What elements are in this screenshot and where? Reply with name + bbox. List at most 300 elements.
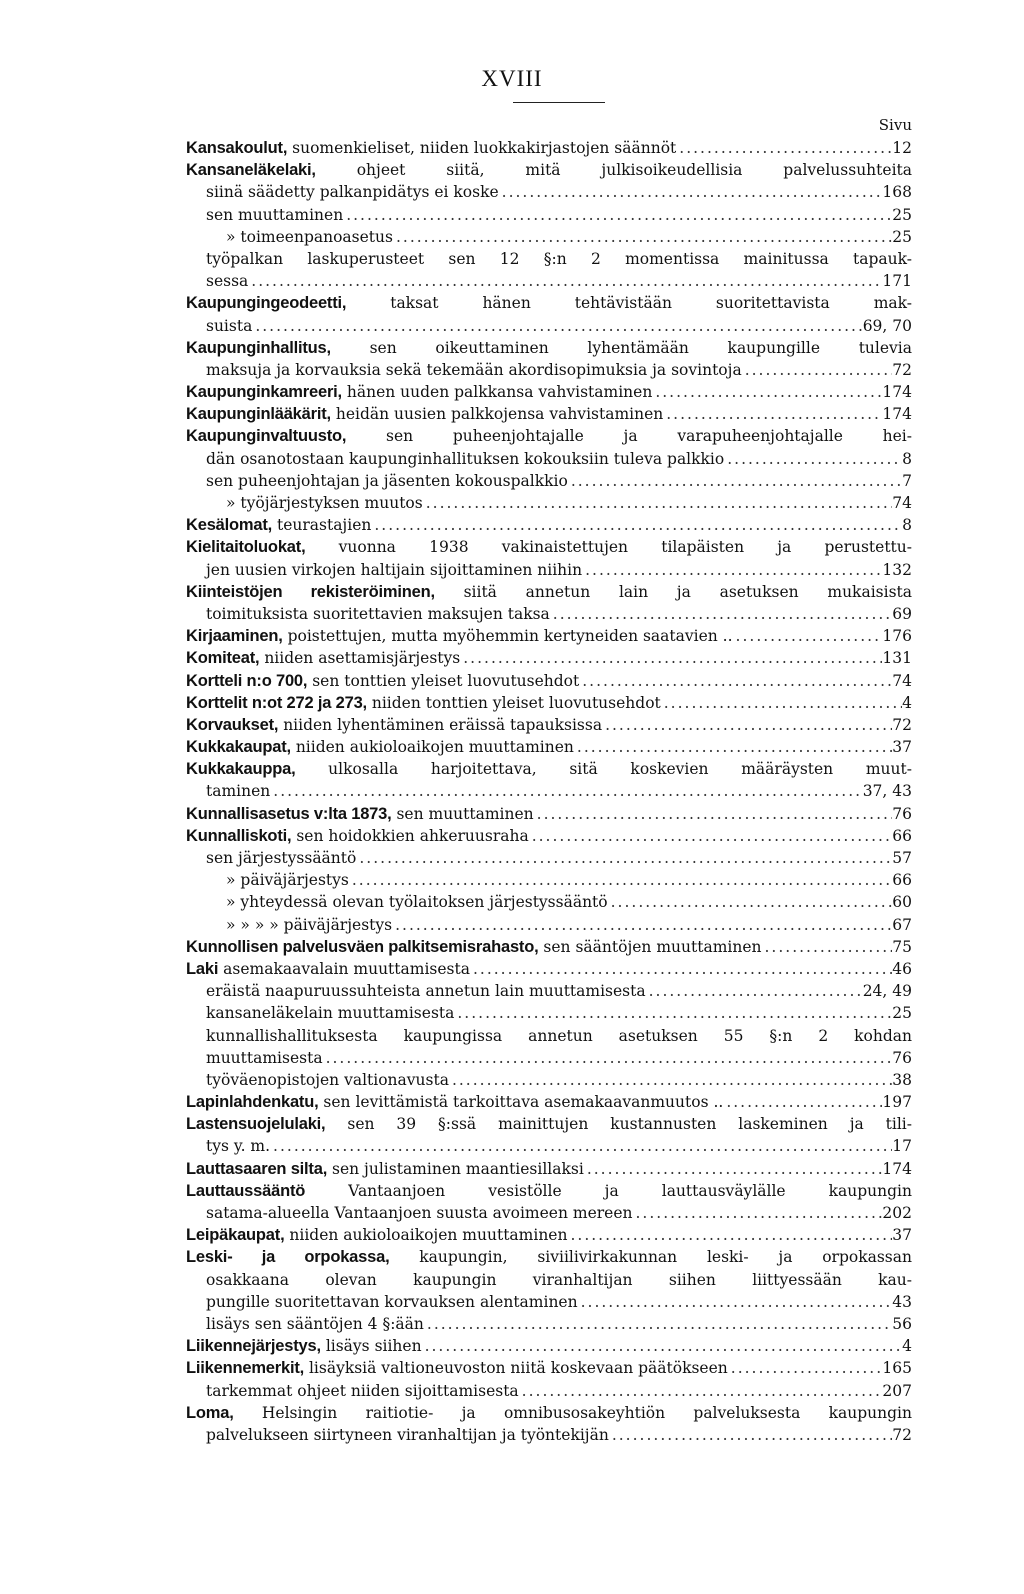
entry-description: Helsingin raitiotie- ja omnibusosakeyhtiön palveluksesta kaupungin xyxy=(233,1403,912,1422)
index-row xyxy=(186,337,912,359)
page-reference: 37 xyxy=(892,1226,912,1245)
entry-description: työpalkan laskuperusteet sen 12 §:n 2 momentissa mainitussa tapauk- xyxy=(206,249,912,268)
page-reference: 131 xyxy=(882,649,912,668)
entry-text xyxy=(206,603,550,625)
page-reference: 72 xyxy=(892,360,912,379)
entry-text xyxy=(186,714,602,736)
entry-text xyxy=(206,847,356,869)
index-row xyxy=(186,891,912,913)
entry-text xyxy=(186,760,912,778)
page-reference: 207 xyxy=(882,1381,912,1400)
page-reference: 24, 49 xyxy=(862,982,912,1001)
entry-text xyxy=(206,359,742,381)
entry-description: taksat hänen tehtävistään suoritettavista mak- xyxy=(346,294,912,313)
index-row xyxy=(186,1246,912,1268)
entry-text xyxy=(186,670,579,692)
entry-text xyxy=(186,381,652,403)
entry-text xyxy=(186,1404,912,1422)
entry-headword: Liikennemerkit, xyxy=(186,1359,305,1378)
leader-dots xyxy=(602,714,892,736)
entry-text xyxy=(186,427,912,445)
entry-description: » työjärjestyksen muutos xyxy=(226,494,423,512)
entry-headword: Komiteat, xyxy=(186,649,260,668)
entry-description: sen puheenjohtajalle ja varapuheenjohtajalle hei- xyxy=(346,427,912,446)
entry-text xyxy=(206,1135,270,1157)
index-row xyxy=(186,869,912,891)
entry-text xyxy=(186,161,912,179)
entry-text xyxy=(206,1380,519,1402)
entry-description: ulkosalla harjoitettava, sitä koskevien määräysten muut- xyxy=(295,760,912,779)
entry-headword: Lauttaussääntö xyxy=(186,1181,306,1200)
index-row xyxy=(186,226,912,248)
entry-text xyxy=(186,692,661,714)
entry-text xyxy=(186,1115,912,1133)
page-reference: 37, 43 xyxy=(862,782,912,801)
index-row xyxy=(186,825,912,847)
leader-dots xyxy=(676,137,892,159)
index-row xyxy=(186,470,912,492)
leader-dots xyxy=(529,825,893,847)
entry-text xyxy=(186,958,470,980)
entry-text xyxy=(186,137,676,159)
entry-headword: Kunnallisasetus v:lta 1873, xyxy=(186,804,392,823)
index-row xyxy=(186,1313,912,1335)
leader-dots xyxy=(568,470,902,492)
page-reference: 66 xyxy=(892,871,912,890)
entry-text xyxy=(186,1248,912,1266)
page-column-label: Sivu xyxy=(878,116,912,134)
entry-description: asemakaavalain muuttamisesta xyxy=(218,959,470,978)
index-row xyxy=(186,670,912,692)
entry-text xyxy=(226,869,349,891)
leader-dots xyxy=(733,625,883,647)
leader-dots xyxy=(371,514,902,536)
entry-text xyxy=(206,270,248,292)
entry-description: sen 39 §:ssä mainittujen kustannusten laskeminen ja tili- xyxy=(325,1115,912,1134)
leader-dots xyxy=(608,891,893,913)
entry-text xyxy=(206,1069,449,1091)
index-row xyxy=(186,736,912,758)
entry-text xyxy=(206,1291,578,1313)
leader-dots xyxy=(762,936,893,958)
page-reference: 202 xyxy=(882,1204,912,1222)
index-row xyxy=(186,603,912,625)
entry-description: sen hoidokkien ahkeruusraha xyxy=(291,826,529,845)
entry-text xyxy=(186,936,762,958)
entry-text xyxy=(186,647,460,669)
index-row xyxy=(186,159,912,181)
entry-description: maksuja ja korvauksia sekä tekemään akordisopimuksia ja sovintoja xyxy=(206,360,742,379)
entry-headword: Kukkakaupat, xyxy=(186,738,291,757)
entry-text xyxy=(206,470,568,492)
index-row xyxy=(186,1291,912,1313)
page-reference: 76 xyxy=(892,1048,912,1067)
entry-text xyxy=(206,1202,632,1224)
index-row xyxy=(186,204,912,226)
entry-headword: Lauttasaaren silta, xyxy=(186,1159,328,1178)
index-row xyxy=(186,714,912,736)
page-reference: 165 xyxy=(882,1359,912,1378)
entry-headword: Leski- ja orpokassa, xyxy=(186,1248,390,1267)
entry-text xyxy=(186,1158,584,1180)
leader-dots xyxy=(422,1335,903,1357)
index-row xyxy=(186,1224,912,1246)
entry-headword: Kansaneläkelaki, xyxy=(186,161,316,180)
index-row xyxy=(186,958,912,980)
entry-description: teurastajien xyxy=(272,516,372,535)
entry-text xyxy=(226,914,392,936)
index-row xyxy=(186,847,912,869)
entry-description: niiden asettamisjärjestys xyxy=(259,649,461,668)
entry-description: osakkaana olevan kaupungin viranhaltijan siihen liittyessään kau- xyxy=(206,1270,912,1289)
index-row xyxy=(186,536,912,558)
entry-description: sen oikeuttaminen lyhentämään kaupungille tulevia xyxy=(330,338,912,357)
entry-description: kunnallishallituksesta kaupungissa annetun asetuksen 55 §:n 2 kohdan xyxy=(206,1026,912,1045)
entry-text xyxy=(186,825,529,847)
leader-dots xyxy=(499,181,883,203)
leader-dots xyxy=(663,403,882,425)
index-row xyxy=(186,1069,912,1091)
entry-headword: Kaupunginhallitus, xyxy=(186,338,331,357)
index-row xyxy=(186,1047,912,1069)
entry-description: sen muuttaminen xyxy=(391,804,534,823)
index-row xyxy=(186,692,912,714)
entry-description: tarkemmat ohjeet niiden sijoittamisesta xyxy=(206,1381,519,1400)
entry-headword: Korvaukset, xyxy=(186,715,279,734)
entry-text xyxy=(206,559,582,581)
page-reference: 38 xyxy=(892,1070,912,1089)
entry-text xyxy=(206,181,499,203)
entry-description: toimituksista suoritettavien maksujen taksa xyxy=(206,604,550,623)
page-reference: 171 xyxy=(882,272,912,291)
page-reference: 67 xyxy=(892,915,912,934)
entry-description: niiden aukioloaikojen muuttaminen xyxy=(284,1226,568,1245)
entry-headword: Loma, xyxy=(186,1403,234,1422)
leader-dots xyxy=(534,803,893,825)
entry-description: taminen xyxy=(206,782,271,801)
entry-text xyxy=(206,448,724,470)
entry-description: satama-alueella Vantaanjoen suusta avoimeen mereen xyxy=(206,1204,633,1222)
index-row xyxy=(186,403,912,425)
page-reference: 74 xyxy=(892,671,912,690)
index-row xyxy=(186,1158,912,1180)
entry-text xyxy=(206,1424,609,1446)
leader-dots xyxy=(424,1313,892,1335)
leader-dots xyxy=(646,980,863,1002)
entry-description: siitä annetun lain ja asetuksen mukaisista xyxy=(434,582,912,601)
index-entries xyxy=(186,137,912,1446)
entry-text xyxy=(206,1271,912,1289)
index-row xyxy=(186,514,912,536)
entry-description: siinä säädetty palkanpidätys ei koske xyxy=(206,183,499,202)
entry-description: kaupungin, siviilivirkakunnan leski- ja orpokassan xyxy=(389,1248,912,1267)
page-reference: 69, 70 xyxy=(862,316,912,335)
index-row xyxy=(186,448,912,470)
page-reference: 8 xyxy=(902,449,912,468)
entry-description: ohjeet siitä, mitä julkisoikeudellisia palvelussuhteita xyxy=(315,161,912,180)
entry-description: pungille suoritettavan korvauksen alentaminen xyxy=(206,1292,578,1311)
entry-text xyxy=(186,1091,723,1113)
index-row xyxy=(186,936,912,958)
page-numeral: XVIII xyxy=(481,66,543,91)
page-reference: 60 xyxy=(892,893,912,912)
entry-description: eräistä naapuruussuhteista annetun lain muuttamisesta xyxy=(206,982,646,1001)
entry-text xyxy=(206,1313,424,1335)
page-reference: 12 xyxy=(892,139,912,157)
entry-text xyxy=(186,514,371,536)
entry-text xyxy=(186,538,912,556)
leader-dots xyxy=(567,1224,892,1246)
entry-text xyxy=(226,226,393,248)
entry-headword: Kukkakauppa, xyxy=(186,760,296,779)
entry-description: » yhteydessä olevan työlaitoksen järjestyssääntö xyxy=(226,893,608,912)
page-reference: 37 xyxy=(892,738,912,757)
index-row xyxy=(186,803,912,825)
entry-headword: Kiinteistöjen rekisteröiminen, xyxy=(186,582,435,601)
entry-description: » » » » päiväjärjestys xyxy=(226,915,393,934)
entry-headword: Kaupungingeodeetti, xyxy=(186,294,347,313)
entry-description: palvelukseen siirtyneen viranhaltijan ja työntekijän xyxy=(206,1425,609,1444)
entry-text xyxy=(226,891,608,913)
entry-text xyxy=(206,780,270,802)
entry-headword: Kesälomat, xyxy=(186,516,273,535)
entry-headword: Kaupunginlääkärit, xyxy=(186,405,331,424)
page-reference: 132 xyxy=(882,560,912,579)
entry-description: lisäys sen sääntöjen 4 §:ään xyxy=(206,1314,424,1333)
entry-description: hänen uuden palkkansa vahvistaminen xyxy=(341,383,653,402)
leader-dots xyxy=(661,692,902,714)
leader-dots xyxy=(582,559,882,581)
index-row xyxy=(186,1424,912,1446)
leader-dots xyxy=(574,736,892,758)
entry-text xyxy=(206,1027,912,1045)
leader-dots xyxy=(454,1002,892,1024)
index-row xyxy=(186,780,912,802)
entry-headword: Leipäkaupat, xyxy=(186,1226,285,1245)
entry-description: työväenopistojen valtionavusta xyxy=(206,1070,449,1089)
index-row xyxy=(186,381,912,403)
index-row xyxy=(186,625,912,647)
index-row xyxy=(186,1091,912,1113)
entry-headword: Kielitaitoluokat, xyxy=(186,538,306,557)
leader-dots xyxy=(728,1357,883,1379)
entry-headword: Kaupunginkamreeri, xyxy=(186,383,342,402)
page-reference: 25 xyxy=(892,205,912,224)
entry-headword: Laki xyxy=(186,959,219,978)
page-reference: 43 xyxy=(892,1292,912,1311)
entry-description: suista xyxy=(206,316,253,335)
entry-description: sen julistaminen maantiesillaksi xyxy=(327,1159,584,1178)
leader-dots xyxy=(270,1135,892,1157)
entry-description: jen uusien virkojen haltijain sijoittaminen niihin xyxy=(206,560,583,579)
entry-text xyxy=(186,803,534,825)
index-row xyxy=(186,980,912,1002)
entry-description: sen tonttien yleiset luovutusehdot xyxy=(307,671,580,690)
index-row xyxy=(186,492,912,514)
entry-description: niiden aukioloaikojen muuttaminen xyxy=(290,738,574,757)
index-row xyxy=(186,1025,912,1047)
page-reference: 197 xyxy=(882,1093,912,1112)
header-rule xyxy=(513,102,605,103)
page-reference: 72 xyxy=(892,715,912,734)
entry-headword: Kunnalliskoti, xyxy=(186,826,292,845)
entry-description: dän osanotostaan kaupunginhallituksen kokouksiin tuleva palkkio xyxy=(206,449,725,468)
entry-text xyxy=(186,294,912,312)
index-row xyxy=(186,137,912,159)
leader-dots xyxy=(423,492,893,514)
leader-dots xyxy=(550,603,892,625)
entry-description: suomenkieliset, niiden luokkakirjastojen säännöt xyxy=(287,139,677,157)
page-reference: 75 xyxy=(892,937,912,956)
index-row xyxy=(186,1202,912,1224)
entry-description: sessa xyxy=(206,272,249,291)
index-row xyxy=(186,359,912,381)
entry-description: niiden lyhentäminen eräissä tapauksissa xyxy=(278,715,603,734)
entry-description: » toimeenpanoasetus xyxy=(226,227,393,246)
page-reference: 76 xyxy=(892,804,912,823)
entry-headword: Lapinlahdenkatu, xyxy=(186,1093,319,1112)
leader-dots xyxy=(460,647,882,669)
leader-dots xyxy=(270,780,862,802)
leader-dots xyxy=(652,381,882,403)
entry-text xyxy=(186,583,912,601)
entry-text xyxy=(186,1182,912,1200)
index-row xyxy=(186,1335,912,1357)
entry-description: sen sääntöjen muuttaminen xyxy=(538,937,762,956)
page-reference: 25 xyxy=(892,1004,912,1023)
entry-description: lisäys siihen xyxy=(320,1337,422,1356)
entry-headword: Kaupunginvaltuusto, xyxy=(186,427,347,446)
leader-dots xyxy=(248,270,882,292)
entry-text xyxy=(206,980,646,1002)
index-row xyxy=(186,1357,912,1379)
page-reference: 57 xyxy=(892,849,912,867)
leader-dots xyxy=(742,359,893,381)
page-reference: 176 xyxy=(882,627,912,646)
index-row xyxy=(186,1135,912,1157)
page-reference: 66 xyxy=(892,826,912,845)
entry-description: sen järjestyssääntö xyxy=(206,849,357,867)
index-row xyxy=(186,581,912,603)
entry-description: vuonna 1938 vakinaistettujen tilapäisten ja perustettu- xyxy=(305,538,912,557)
leader-dots xyxy=(393,226,892,248)
entry-description: » päiväjärjestys xyxy=(226,871,349,890)
index-row xyxy=(186,1002,912,1024)
index-row xyxy=(186,758,912,780)
entry-text xyxy=(186,1357,728,1379)
page-reference: 174 xyxy=(882,383,912,402)
entry-text xyxy=(186,403,663,425)
entry-description: muuttamisesta xyxy=(206,1048,323,1067)
page-reference: 17 xyxy=(892,1137,912,1156)
index-row xyxy=(186,270,912,292)
index-row xyxy=(186,1113,912,1135)
page-reference: 174 xyxy=(882,405,912,424)
page-reference: 46 xyxy=(892,959,912,978)
entry-text xyxy=(226,492,423,514)
entry-text xyxy=(186,1224,567,1246)
entry-headword: Kansakoulut, xyxy=(186,139,288,157)
page-reference: 25 xyxy=(892,227,912,246)
entry-headword: Kortteli n:o 700, xyxy=(186,671,308,690)
page-reference: 4 xyxy=(902,1337,912,1356)
leader-dots xyxy=(252,315,862,337)
page-reference: 74 xyxy=(892,494,912,512)
page-reference: 69 xyxy=(892,604,912,623)
entry-description: niiden tonttien yleiset luovutusehdot xyxy=(366,693,661,712)
entry-headword: Kirjaaminen, xyxy=(186,627,283,646)
entry-text xyxy=(186,625,733,647)
entry-text xyxy=(186,1335,422,1357)
page-reference: 174 xyxy=(882,1159,912,1178)
leader-dots xyxy=(578,1291,893,1313)
entry-text xyxy=(206,204,343,226)
page-reference: 8 xyxy=(902,516,912,535)
index-row xyxy=(186,181,912,203)
entry-text xyxy=(206,1047,323,1069)
index-row xyxy=(186,1402,912,1424)
page-reference: 72 xyxy=(892,1425,912,1444)
entry-text xyxy=(186,736,574,758)
index-row xyxy=(186,248,912,270)
entry-headword: Liikennejärjestys, xyxy=(186,1337,321,1356)
index-row xyxy=(186,647,912,669)
entry-description: kansaneläkelain muuttamisesta xyxy=(206,1004,455,1023)
page-reference: 168 xyxy=(882,183,912,202)
leader-dots xyxy=(724,448,902,470)
index-row xyxy=(186,914,912,936)
entry-headword: Korttelit n:ot 272 ja 273, xyxy=(186,693,367,712)
page-reference: 56 xyxy=(892,1314,912,1333)
leader-dots xyxy=(723,1091,882,1113)
leader-dots xyxy=(449,1069,892,1091)
entry-headword: Lastensuojelulaki, xyxy=(186,1115,326,1134)
leader-dots xyxy=(343,204,892,226)
page-reference: 7 xyxy=(902,471,912,490)
index-row xyxy=(186,559,912,581)
leader-dots xyxy=(584,1158,883,1180)
index-row xyxy=(186,1380,912,1402)
entry-text xyxy=(206,250,912,268)
index-row xyxy=(186,315,912,337)
entry-description: Vantaanjoen vesistölle ja lauttausväylälle kaupungin xyxy=(305,1181,912,1200)
entry-text xyxy=(206,1002,454,1024)
index-row xyxy=(186,1180,912,1202)
entry-description: lisäyksiä valtioneuvoston niitä koskevaan päätökseen xyxy=(304,1359,728,1378)
entry-description: tys y. m. xyxy=(206,1137,271,1156)
index-row xyxy=(186,292,912,314)
leader-dots xyxy=(349,869,892,891)
entry-description: sen muuttaminen xyxy=(206,205,344,224)
page-reference: 4 xyxy=(902,693,912,712)
entry-text xyxy=(206,315,252,337)
entry-headword: Kunnollisen palvelusväen palkitsemisrahasto, xyxy=(186,937,539,956)
entry-description: heidän uusien palkkojensa vahvistaminen xyxy=(330,405,664,424)
index-row xyxy=(186,1269,912,1291)
leader-dots xyxy=(579,670,892,692)
leader-dots xyxy=(356,847,892,869)
leader-dots xyxy=(519,1380,883,1402)
index-row xyxy=(186,425,912,447)
entry-description: poistettujen, mutta myöhemmin kertyneiden saatavien .. xyxy=(282,627,733,646)
entry-text xyxy=(186,339,912,357)
leader-dots xyxy=(470,958,892,980)
leader-dots xyxy=(609,1424,892,1446)
entry-description: sen puheenjohtajan ja jäsenten kokouspalkkio xyxy=(206,471,568,490)
leader-dots xyxy=(392,914,892,936)
leader-dots xyxy=(632,1202,882,1224)
entry-description: sen levittämistä tarkoittava asemakaavanmuutos .. xyxy=(318,1093,724,1112)
